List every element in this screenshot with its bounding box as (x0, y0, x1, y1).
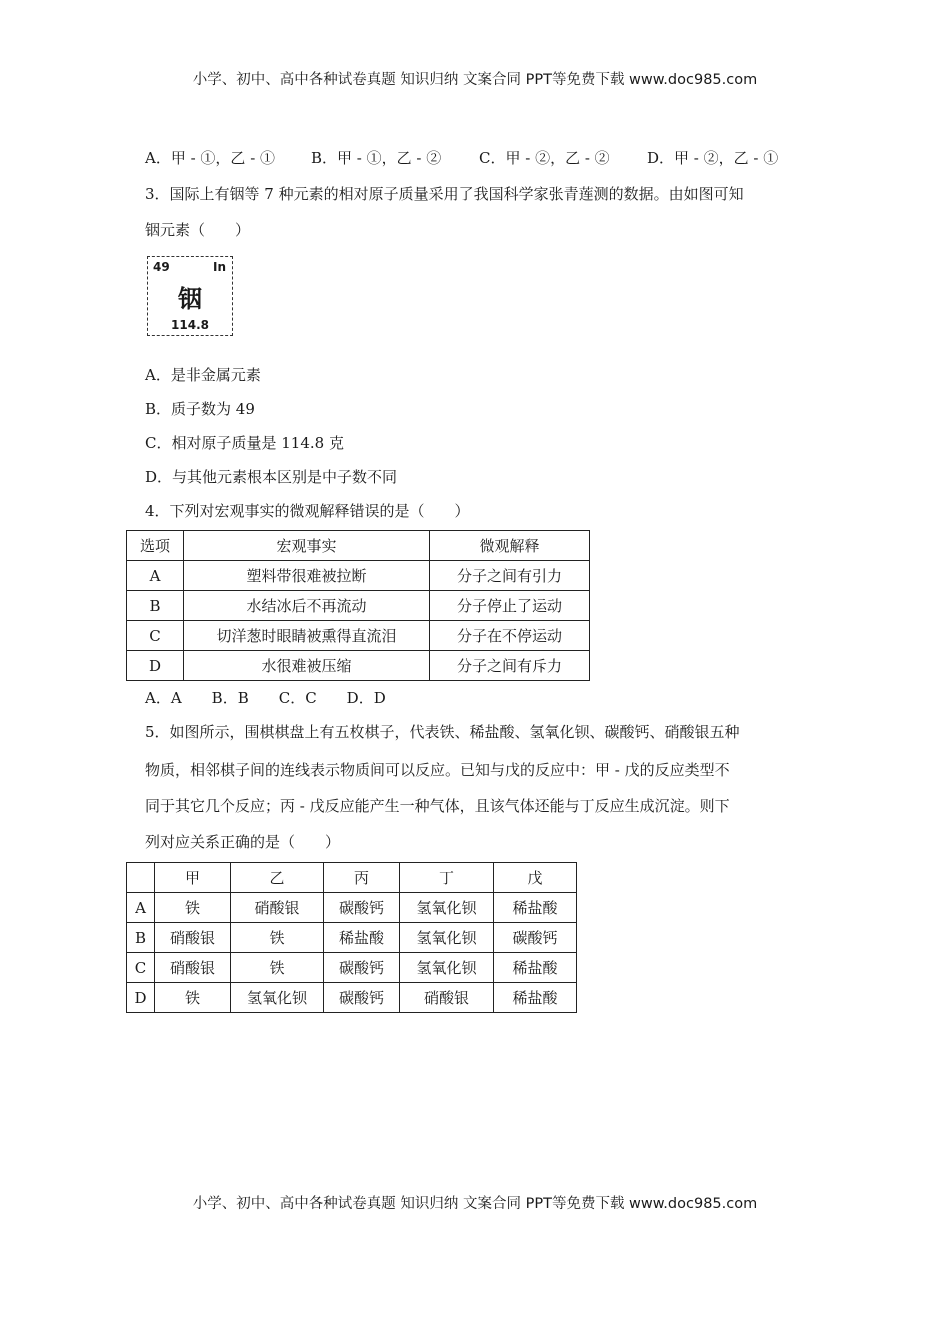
table-cell: 稀盐酸 (494, 893, 577, 923)
table-cell: 硝酸银 (400, 983, 494, 1013)
table-cell: 碳酸钙 (324, 983, 400, 1013)
q3-option-d: D．与其他元素根本区别是中子数不同 (145, 468, 398, 486)
table-cell: 稀盐酸 (494, 953, 577, 983)
table-row (127, 621, 590, 651)
table-cell: 硝酸银 (231, 893, 324, 923)
table-header-cell (127, 863, 155, 893)
element-name: 铟 (178, 285, 202, 313)
table-cell: B (127, 923, 155, 953)
table-row (127, 893, 577, 923)
q3-option-c: C．相对原子质量是 114.8 克 (145, 434, 344, 452)
table-cell: 铁 (231, 923, 324, 953)
table-row (127, 651, 590, 681)
table-cell: 硝酸银 (155, 953, 231, 983)
table-cell: 碳酸钙 (324, 893, 400, 923)
table-header-cell: 戊 (494, 863, 577, 893)
q3-option-b: B．质子数为 49 (145, 400, 255, 418)
element-tile (147, 256, 233, 336)
table-cell: A (127, 893, 155, 923)
q3-stem-line1: 3．国际上有铟等 7 种元素的相对原子质量采用了我国科学家张青莲测的数据。由如图可知 (145, 185, 744, 203)
table-cell: 氢氧化钡 (231, 983, 324, 1013)
table-cell: 切洋葱时眼睛被熏得直流泪 (184, 621, 430, 651)
table-cell: 水结冰后不再流动 (184, 591, 430, 621)
table-cell: 铁 (155, 983, 231, 1013)
table-row (127, 561, 590, 591)
table-header-cell: 微观解释 (430, 531, 590, 561)
table-cell: 分子停止了运动 (430, 591, 590, 621)
table-cell: 铁 (231, 953, 324, 983)
q5-stem-line2: 物质，相邻棋子间的连线表示物质间可以反应。已知与戊的反应中：甲 - 戊的反应类型不 (145, 761, 730, 779)
page-footer: 小学、初中、高中各种试卷真题 知识归纳 文案合同 PPT等免费下载 www.doc985.com (192, 1196, 758, 1212)
q3-option-a: A．是非金属元素 (145, 366, 261, 384)
table-cell: 氢氧化钡 (400, 893, 494, 923)
table-header-cell: 甲 (155, 863, 231, 893)
table-cell: C (127, 621, 184, 651)
q4-stem: 4．下列对宏观事实的微观解释错误的是（ ） (145, 502, 470, 520)
page-header: 小学、初中、高中各种试卷真题 知识归纳 文案合同 PPT等免费下载 www.doc985.com (192, 72, 758, 88)
table-cell: 碳酸钙 (494, 923, 577, 953)
q2-option-b: B．甲 - ①，乙 - ② (311, 149, 442, 167)
table-row (127, 953, 577, 983)
table-header-cell: 选项 (127, 531, 184, 561)
table-cell: 氢氧化钡 (400, 953, 494, 983)
atomic-number: 49 (153, 260, 170, 274)
table-cell: 铁 (155, 893, 231, 923)
q4-table (126, 530, 590, 681)
table-row (127, 983, 577, 1013)
q5-stem-line1: 5．如图所示，围棋棋盘上有五枚棋子，代表铁、稀盐酸、氢氧化钡、碳酸钙、硝酸银五种 (145, 723, 740, 741)
q2-option-c: C．甲 - ②，乙 - ② (479, 149, 610, 167)
table-row (127, 923, 577, 953)
table-cell: C (127, 953, 155, 983)
table-header-cell: 宏观事实 (184, 531, 430, 561)
q5-stem-line3: 同于其它几个反应；丙 - 戊反应能产生一种气体，且该气体还能与丁反应生成沉淀。则下 (145, 797, 730, 815)
q5-stem-line4: 列对应关系正确的是（ ） (145, 833, 341, 851)
table-cell: 塑料带很难被拉断 (184, 561, 430, 591)
table-cell: 水很难被压缩 (184, 651, 430, 681)
q2-option-d: D．甲 - ②，乙 - ① (647, 149, 779, 167)
table-header-row (127, 863, 577, 893)
table-cell: 分子在不停运动 (430, 621, 590, 651)
table-cell: 分子之间有引力 (430, 561, 590, 591)
table-cell: D (127, 983, 155, 1013)
table-cell: D (127, 651, 184, 681)
q2-option-a: A．甲 - ①，乙 - ① (145, 149, 276, 167)
table-header-cell: 丁 (400, 863, 494, 893)
atomic-mass: 114.8 (171, 318, 209, 332)
table-cell: 氢氧化钡 (400, 923, 494, 953)
table-cell: 碳酸钙 (324, 953, 400, 983)
q4-options: A．A B．B C．C D．D (145, 689, 386, 707)
q5-table (126, 862, 577, 1013)
table-row (127, 591, 590, 621)
table-cell: 分子之间有斥力 (430, 651, 590, 681)
q2-options (145, 147, 778, 168)
table-header-row (127, 531, 590, 561)
table-cell: A (127, 561, 184, 591)
table-cell: 稀盐酸 (494, 983, 577, 1013)
table-header-cell: 乙 (231, 863, 324, 893)
q3-stem-line2: 铟元素（ ） (145, 221, 251, 239)
element-symbol: In (212, 260, 226, 274)
table-cell: B (127, 591, 184, 621)
table-header-cell: 丙 (324, 863, 400, 893)
table-cell: 硝酸银 (155, 923, 231, 953)
table-cell: 稀盐酸 (324, 923, 400, 953)
